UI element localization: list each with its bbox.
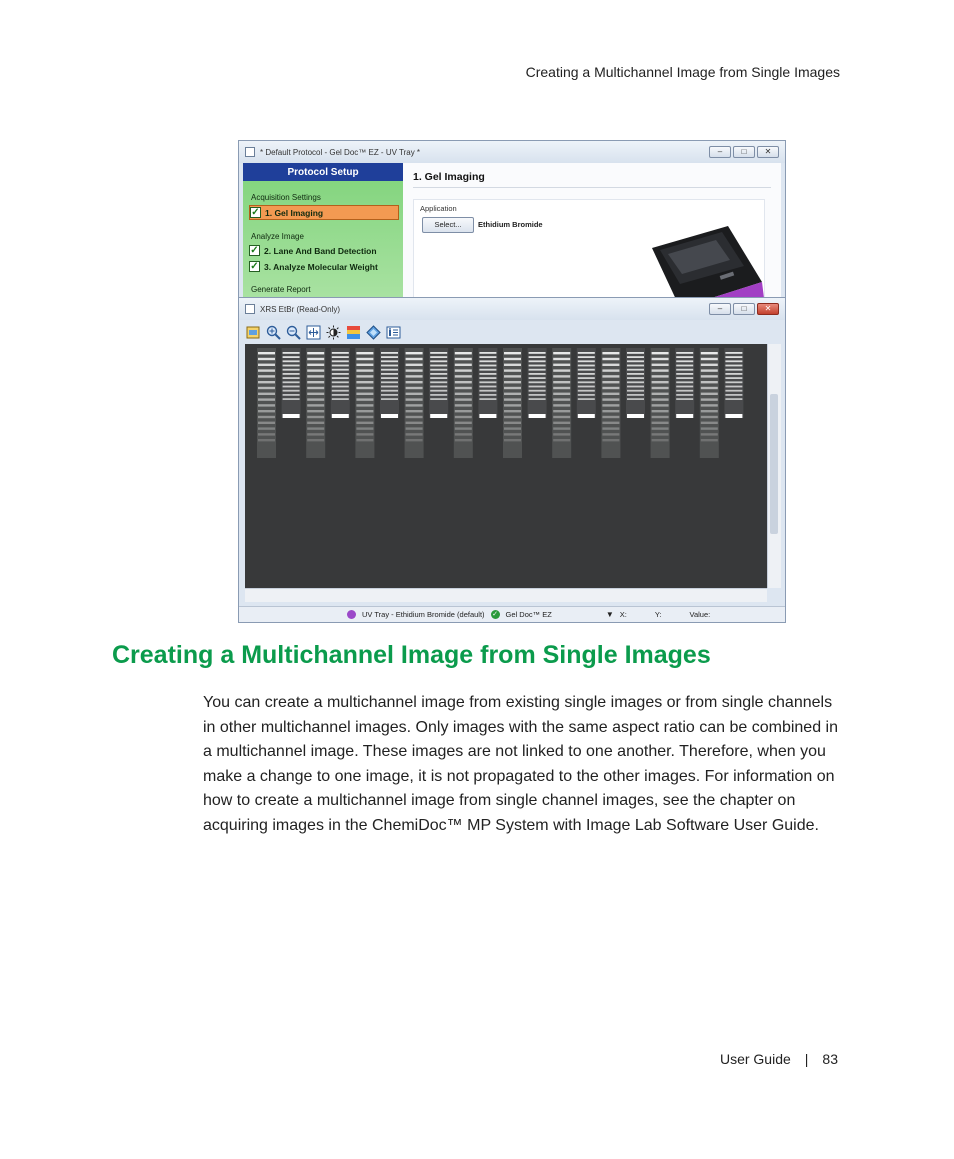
gel-doc-device-image — [646, 220, 764, 300]
protocol-window-title: * Default Protocol - Gel Doc™ EZ - UV Tray * — [260, 147, 421, 157]
image-window — [238, 297, 786, 623]
sample-lane — [257, 348, 276, 458]
3d-view-icon[interactable] — [366, 325, 381, 340]
close-button[interactable]: ✕ — [757, 303, 779, 315]
uv-tray-icon — [347, 610, 356, 619]
checkbox-icon[interactable]: ✓ — [250, 261, 259, 272]
y-coordinate-label: Y: — [654, 610, 662, 619]
sample-lane — [306, 348, 325, 458]
pixel-value-label: Value: — [689, 610, 711, 619]
generate-report-label: Generate Report — [251, 285, 311, 294]
protocol-step-gel-imaging[interactable]: ✓ 1. Gel Imaging — [249, 205, 399, 220]
footer-separator: | — [804, 1051, 809, 1067]
image-info-icon[interactable] — [386, 325, 401, 340]
running-header: Creating a Multichannel Image from Single Images — [525, 64, 840, 80]
sample-lane — [700, 348, 719, 458]
maximize-button[interactable]: □ — [733, 146, 755, 158]
image-transform-icon[interactable] — [246, 325, 261, 340]
color-palette-icon[interactable] — [346, 325, 361, 340]
x-coordinate-label: X: — [619, 610, 627, 619]
protocol-setup-header: Protocol Setup — [243, 163, 403, 181]
acquisition-settings-label: Acquisition Settings — [251, 193, 321, 202]
minimize-button[interactable]: – — [709, 303, 731, 315]
horizontal-scrollbar[interactable] — [245, 588, 767, 602]
app-icon — [245, 147, 255, 157]
scrollbar-thumb[interactable] — [770, 394, 778, 534]
checkbox-icon[interactable]: ✓ — [250, 245, 259, 256]
ladder-lane — [626, 348, 645, 418]
instrument-check-icon: ✓ — [492, 611, 498, 618]
ladder-lane — [429, 348, 448, 418]
maximize-button[interactable]: □ — [733, 303, 755, 315]
image-status-bar — [239, 606, 785, 622]
select-application-button[interactable]: Select... — [422, 217, 474, 233]
protocol-step-molecular-weight[interactable]: ✓ 3. Analyze Molecular Weight — [250, 261, 378, 272]
sample-lane — [503, 348, 522, 458]
tray-status: UV Tray - Ethidium Bromide (default) — [362, 610, 485, 619]
close-button[interactable]: ✕ — [757, 146, 779, 158]
brightness-icon[interactable] — [326, 325, 341, 340]
minimize-button[interactable]: – — [709, 146, 731, 158]
body-paragraph: You can create a multichannel image from existing single images or from single channels in other multichannel images. Only images with the same aspect ratio can be combined in a multichannel image. These images are not linked to one another. Therefore, when you make a change to one image, it is not propagated to the other images. For information on how to create a multichannel image from single channel images, see the chapter on acquiring images in the ChemiDoc™ MP System with Image Lab Software User Guide. — [203, 694, 838, 834]
zoom-in-icon[interactable] — [266, 325, 281, 340]
analyze-image-label: Analyze Image — [251, 232, 304, 241]
vertical-scrollbar[interactable] — [767, 344, 781, 588]
sample-lane — [405, 348, 424, 458]
ladder-lane — [528, 348, 547, 418]
ladder-lane — [675, 348, 694, 418]
sample-lane — [355, 348, 374, 458]
sample-lane — [552, 348, 571, 458]
gel-imaging-heading: 1. Gel Imaging — [413, 171, 771, 188]
gel-imaging-panel — [403, 163, 781, 299]
window-controls — [709, 146, 779, 158]
instrument-status: Gel Doc™ EZ — [505, 610, 552, 619]
section-title: Creating a Multichannel Image from Single Images — [112, 641, 711, 669]
ladder-lane — [577, 348, 596, 418]
protocol-step-lane-band-detection[interactable]: ✓ 2. Lane And Band Detection — [250, 245, 377, 256]
image-window-titlebar — [239, 298, 785, 320]
protocol-setup-panel — [243, 163, 403, 299]
dropdown-arrow-icon[interactable]: ▼ — [605, 610, 614, 619]
fit-to-window-icon[interactable] — [306, 325, 321, 340]
checkbox-icon[interactable]: ✓ — [251, 207, 260, 218]
sample-lane — [601, 348, 620, 458]
footer-label: User Guide — [719, 1051, 791, 1067]
application-value: Ethidium Bromide — [478, 220, 543, 229]
ladder-lane — [282, 348, 301, 418]
protocol-window — [238, 140, 786, 300]
app-icon — [245, 304, 255, 314]
sample-lane — [454, 348, 473, 458]
ladder-lane — [331, 348, 350, 418]
zoom-out-icon[interactable] — [286, 325, 301, 340]
ladder-lane — [724, 348, 743, 418]
application-label: Application — [420, 204, 457, 213]
gel-image[interactable] — [245, 344, 767, 588]
image-toolbar — [239, 320, 785, 344]
sample-lane — [651, 348, 670, 458]
page-footer — [720, 1051, 838, 1067]
page-number: 83 — [822, 1051, 838, 1067]
protocol-window-titlebar — [239, 141, 785, 163]
application-group — [413, 199, 765, 300]
software-screenshot-figure — [238, 140, 786, 623]
protocol-window-body — [243, 163, 781, 299]
image-window-title: XRS EtBr (Read-Only) — [260, 304, 341, 314]
ladder-lane — [380, 348, 399, 418]
window-controls — [709, 303, 779, 315]
ladder-lane — [478, 348, 497, 418]
